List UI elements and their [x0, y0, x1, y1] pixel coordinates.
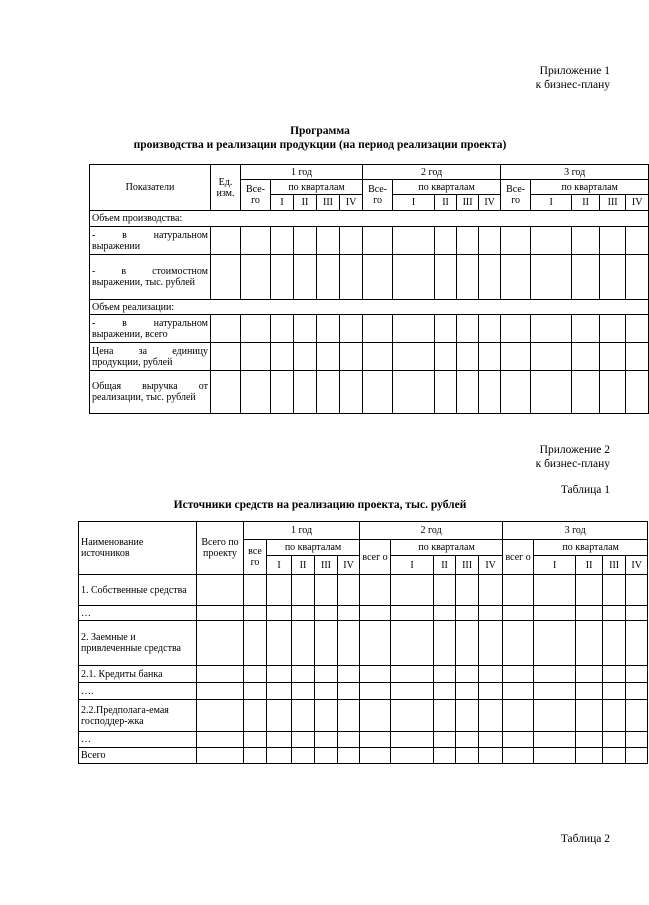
empty-cell — [338, 700, 360, 732]
empty-cell — [456, 700, 479, 732]
empty-cell — [534, 700, 576, 732]
empty-cell — [340, 227, 363, 255]
empty-cell — [241, 227, 271, 255]
empty-cell — [456, 748, 479, 764]
row-label: 2. Заемные и привлеченные средства — [79, 621, 197, 666]
empty-cell — [457, 255, 479, 300]
table-row — [90, 255, 649, 300]
empty-cell — [317, 227, 340, 255]
empty-cell — [211, 371, 241, 414]
quarter-header: IV — [338, 556, 360, 575]
empty-cell — [211, 227, 241, 255]
empty-cell — [603, 748, 626, 764]
empty-cell — [363, 315, 393, 343]
appendix-1-line2: к бизнес-плану — [535, 79, 610, 91]
empty-cell — [531, 255, 572, 300]
row-label: 2.1. Кредиты банка — [79, 666, 197, 683]
year1-header: 1 год — [241, 165, 363, 180]
quarter-header: I — [267, 556, 292, 575]
row-label: - в натуральном выражении — [90, 227, 211, 255]
empty-cell — [603, 732, 626, 748]
empty-cell — [626, 371, 649, 414]
year3-header: 3 год — [501, 165, 649, 180]
empty-cell — [456, 683, 479, 700]
empty-cell — [576, 575, 603, 606]
empty-cell — [434, 666, 456, 683]
empty-cell — [572, 371, 600, 414]
empty-cell — [572, 315, 600, 343]
table-row — [79, 748, 648, 764]
empty-cell — [434, 748, 456, 764]
row-label: Объем производства: — [90, 211, 649, 227]
empty-cell — [534, 575, 576, 606]
empty-cell — [244, 621, 267, 666]
empty-cell — [501, 371, 531, 414]
table-row — [79, 700, 648, 732]
empty-cell — [503, 700, 534, 732]
empty-cell — [479, 343, 501, 371]
quarter-header: I — [531, 195, 572, 211]
empty-cell — [534, 606, 576, 621]
empty-cell — [197, 621, 244, 666]
empty-cell — [572, 343, 600, 371]
empty-cell — [503, 606, 534, 621]
empty-cell — [479, 606, 503, 621]
empty-cell — [317, 371, 340, 414]
empty-cell — [271, 227, 294, 255]
empty-cell — [434, 575, 456, 606]
empty-cell — [503, 666, 534, 683]
appendix-1-line1: Приложение 1 — [539, 65, 610, 77]
empty-cell — [267, 621, 292, 666]
empty-cell — [434, 732, 456, 748]
empty-cell — [244, 748, 267, 764]
production-program-table — [89, 164, 649, 414]
year2-quarters-header: по кварталам — [391, 540, 503, 556]
empty-cell — [531, 371, 572, 414]
year1-total-header: Все- го — [241, 180, 271, 211]
table-row — [90, 343, 649, 371]
empty-cell — [603, 700, 626, 732]
empty-cell — [479, 315, 501, 343]
year3-total-header: всег о — [503, 540, 534, 575]
empty-cell — [456, 732, 479, 748]
total-project-header: Всего по проекту — [197, 522, 244, 575]
empty-cell — [360, 732, 391, 748]
empty-cell — [271, 315, 294, 343]
empty-cell — [435, 255, 457, 300]
quarter-header: III — [457, 195, 479, 211]
year2-total-header: Все- го — [363, 180, 393, 211]
empty-cell — [360, 748, 391, 764]
empty-cell — [244, 732, 267, 748]
quarter-header: II — [292, 556, 315, 575]
empty-cell — [434, 683, 456, 700]
empty-cell — [267, 666, 292, 683]
year2-header: 2 год — [363, 165, 501, 180]
table-row — [90, 371, 649, 414]
quarter-header: III — [600, 195, 626, 211]
empty-cell — [534, 683, 576, 700]
empty-cell — [457, 315, 479, 343]
empty-cell — [501, 255, 531, 300]
quarter-header: III — [603, 556, 626, 575]
empty-cell — [603, 606, 626, 621]
program-title-line1: Программа — [290, 125, 350, 137]
year3-quarters-header: по кварталам — [534, 540, 648, 556]
empty-cell — [267, 748, 292, 764]
empty-cell — [340, 255, 363, 300]
empty-cell — [576, 700, 603, 732]
empty-cell — [294, 371, 317, 414]
empty-cell — [600, 343, 626, 371]
appendix-1-note — [536, 64, 610, 92]
year1-total-header: все го — [244, 540, 267, 575]
quarter-header: II — [434, 556, 456, 575]
empty-cell — [576, 606, 603, 621]
empty-cell — [317, 343, 340, 371]
empty-cell — [435, 315, 457, 343]
empty-cell — [340, 315, 363, 343]
empty-cell — [360, 606, 391, 621]
empty-cell — [531, 343, 572, 371]
empty-cell — [241, 255, 271, 300]
row-label: Всего — [79, 748, 197, 764]
quarter-header: II — [294, 195, 317, 211]
source-name-header: Наименование источников — [79, 522, 197, 575]
empty-cell — [241, 371, 271, 414]
row-label: Цена за единицу продукции, рублей — [90, 343, 211, 371]
quarter-header: III — [315, 556, 338, 575]
empty-cell — [241, 315, 271, 343]
program-title-line2: производства и реализации продукции (на период реализации проекта) — [133, 139, 507, 151]
empty-cell — [292, 575, 315, 606]
empty-cell — [576, 748, 603, 764]
empty-cell — [531, 315, 572, 343]
empty-cell — [534, 748, 576, 764]
empty-cell — [292, 606, 315, 621]
empty-cell — [315, 748, 338, 764]
table-row — [90, 227, 649, 255]
empty-cell — [315, 700, 338, 732]
empty-cell — [501, 343, 531, 371]
row-label: … — [79, 732, 197, 748]
empty-cell — [294, 255, 317, 300]
empty-cell — [534, 666, 576, 683]
empty-cell — [479, 255, 501, 300]
empty-cell — [626, 700, 648, 732]
empty-cell — [197, 683, 244, 700]
empty-cell — [197, 732, 244, 748]
empty-cell — [434, 606, 456, 621]
quarter-header: II — [572, 195, 600, 211]
empty-cell — [479, 700, 503, 732]
table-1-label: Таблица 1 — [560, 484, 610, 496]
empty-cell — [338, 575, 360, 606]
empty-cell — [241, 343, 271, 371]
empty-cell — [197, 666, 244, 683]
empty-cell — [197, 700, 244, 732]
empty-cell — [292, 700, 315, 732]
empty-cell — [244, 606, 267, 621]
empty-cell — [391, 621, 434, 666]
empty-cell — [292, 732, 315, 748]
empty-cell — [292, 748, 315, 764]
empty-cell — [479, 666, 503, 683]
empty-cell — [626, 575, 648, 606]
empty-cell — [317, 315, 340, 343]
empty-cell — [267, 683, 292, 700]
funding-sources-table — [78, 521, 648, 764]
empty-cell — [501, 227, 531, 255]
year1-header: 1 год — [244, 522, 360, 540]
sources-title: Источники средств на реализацию проекта, тыс. рублей — [173, 499, 467, 511]
quarter-header: I — [271, 195, 294, 211]
empty-cell — [603, 621, 626, 666]
empty-cell — [360, 700, 391, 732]
empty-cell — [434, 700, 456, 732]
empty-cell — [479, 748, 503, 764]
empty-cell — [479, 683, 503, 700]
empty-cell — [435, 371, 457, 414]
empty-cell — [315, 683, 338, 700]
empty-cell — [576, 683, 603, 700]
appendix-2-line1: Приложение 2 — [539, 444, 610, 456]
empty-cell — [363, 255, 393, 300]
empty-cell — [626, 343, 649, 371]
table-row — [79, 732, 648, 748]
empty-cell — [360, 683, 391, 700]
year3-total-header: Все- го — [501, 180, 531, 211]
quarter-header: III — [456, 556, 479, 575]
empty-cell — [391, 575, 434, 606]
empty-cell — [576, 621, 603, 666]
empty-cell — [479, 732, 503, 748]
empty-cell — [603, 575, 626, 606]
empty-cell — [626, 606, 648, 621]
table-row — [90, 211, 649, 227]
year2-total-header: всег о — [360, 540, 391, 575]
empty-cell — [363, 227, 393, 255]
empty-cell — [244, 666, 267, 683]
empty-cell — [267, 606, 292, 621]
quarter-header: IV — [340, 195, 363, 211]
empty-cell — [294, 227, 317, 255]
empty-cell — [503, 575, 534, 606]
empty-cell — [456, 606, 479, 621]
empty-cell — [292, 683, 315, 700]
year2-header: 2 год — [360, 522, 503, 540]
quarter-header: II — [576, 556, 603, 575]
empty-cell — [271, 371, 294, 414]
empty-cell — [576, 666, 603, 683]
empty-cell — [244, 700, 267, 732]
unit-header: Ед. изм. — [211, 165, 241, 211]
empty-cell — [626, 748, 648, 764]
table-row — [79, 683, 648, 700]
quarter-header: IV — [479, 195, 501, 211]
program-title — [0, 124, 640, 152]
empty-cell — [271, 255, 294, 300]
empty-cell — [393, 371, 435, 414]
empty-cell — [271, 343, 294, 371]
empty-cell — [211, 315, 241, 343]
empty-cell — [244, 575, 267, 606]
empty-cell — [626, 683, 648, 700]
row-label: … — [79, 606, 197, 621]
row-label: 1. Собственные средства — [79, 575, 197, 606]
table-row — [90, 315, 649, 343]
empty-cell — [267, 575, 292, 606]
empty-cell — [197, 575, 244, 606]
empty-cell — [340, 343, 363, 371]
empty-cell — [391, 732, 434, 748]
empty-cell — [456, 575, 479, 606]
empty-cell — [603, 666, 626, 683]
quarter-header: IV — [626, 195, 649, 211]
empty-cell — [294, 343, 317, 371]
empty-cell — [479, 227, 501, 255]
empty-cell — [315, 732, 338, 748]
empty-cell — [360, 621, 391, 666]
quarter-header: IV — [479, 556, 503, 575]
row-label: Общая выручка от реализации, тыс. рублей — [90, 371, 211, 414]
empty-cell — [435, 227, 457, 255]
table-row — [79, 666, 648, 683]
empty-cell — [391, 748, 434, 764]
empty-cell — [603, 683, 626, 700]
empty-cell — [267, 732, 292, 748]
empty-cell — [294, 315, 317, 343]
empty-cell — [338, 606, 360, 621]
empty-cell — [503, 732, 534, 748]
empty-cell — [479, 621, 503, 666]
table-row — [79, 606, 648, 621]
empty-cell — [503, 621, 534, 666]
empty-cell — [572, 227, 600, 255]
empty-cell — [572, 255, 600, 300]
row-label: - в стоимостном выражении, тыс. рублей — [90, 255, 211, 300]
empty-cell — [391, 606, 434, 621]
empty-cell — [626, 732, 648, 748]
empty-cell — [211, 343, 241, 371]
empty-cell — [576, 732, 603, 748]
year3-header: 3 год — [503, 522, 648, 540]
empty-cell — [393, 255, 435, 300]
empty-cell — [457, 227, 479, 255]
empty-cell — [534, 732, 576, 748]
empty-cell — [503, 683, 534, 700]
empty-cell — [244, 683, 267, 700]
empty-cell — [315, 606, 338, 621]
empty-cell — [393, 315, 435, 343]
empty-cell — [626, 666, 648, 683]
quarter-header: II — [435, 195, 457, 211]
empty-cell — [317, 255, 340, 300]
empty-cell — [338, 732, 360, 748]
empty-cell — [315, 666, 338, 683]
empty-cell — [391, 666, 434, 683]
table-row — [79, 575, 648, 606]
year3-quarters-header: по кварталам — [531, 180, 649, 195]
empty-cell — [503, 748, 534, 764]
empty-cell — [338, 666, 360, 683]
empty-cell — [340, 371, 363, 414]
empty-cell — [315, 575, 338, 606]
empty-cell — [360, 666, 391, 683]
empty-cell — [338, 683, 360, 700]
empty-cell — [531, 227, 572, 255]
table-2-label: Таблица 2 — [560, 833, 610, 845]
quarter-header: IV — [626, 556, 648, 575]
empty-cell — [391, 700, 434, 732]
appendix-2-note — [536, 443, 610, 471]
table-row — [90, 300, 649, 315]
empty-cell — [360, 575, 391, 606]
row-label: 2.2.Предполага-емая господдер-жка — [79, 700, 197, 732]
empty-cell — [211, 255, 241, 300]
quarter-header: I — [391, 556, 434, 575]
year1-quarters-header: по кварталам — [271, 180, 363, 195]
empty-cell — [457, 343, 479, 371]
empty-cell — [197, 606, 244, 621]
empty-cell — [456, 666, 479, 683]
empty-cell — [456, 621, 479, 666]
empty-cell — [534, 621, 576, 666]
empty-cell — [363, 371, 393, 414]
quarter-header: I — [393, 195, 435, 211]
row-label: - в натуральном выражении, всего — [90, 315, 211, 343]
empty-cell — [292, 666, 315, 683]
empty-cell — [626, 315, 649, 343]
empty-cell — [267, 700, 292, 732]
row-label: …. — [79, 683, 197, 700]
empty-cell — [315, 621, 338, 666]
empty-cell — [391, 683, 434, 700]
quarter-header: I — [534, 556, 576, 575]
empty-cell — [626, 227, 649, 255]
year1-quarters-header: по кварталам — [267, 540, 360, 556]
empty-cell — [197, 748, 244, 764]
empty-cell — [600, 315, 626, 343]
empty-cell — [434, 621, 456, 666]
empty-cell — [600, 371, 626, 414]
empty-cell — [393, 343, 435, 371]
empty-cell — [626, 621, 648, 666]
table-row — [79, 621, 648, 666]
empty-cell — [457, 371, 479, 414]
year2-quarters-header: по кварталам — [393, 180, 501, 195]
empty-cell — [338, 621, 360, 666]
empty-cell — [600, 255, 626, 300]
row-label: Объем реализации: — [90, 300, 649, 315]
empty-cell — [435, 343, 457, 371]
empty-cell — [292, 621, 315, 666]
empty-cell — [479, 371, 501, 414]
empty-cell — [338, 748, 360, 764]
empty-cell — [393, 227, 435, 255]
indicators-header: Показатели — [90, 165, 211, 211]
appendix-2-line2: к бизнес-плану — [535, 458, 610, 470]
empty-cell — [363, 343, 393, 371]
empty-cell — [626, 255, 649, 300]
empty-cell — [600, 227, 626, 255]
empty-cell — [479, 575, 503, 606]
empty-cell — [501, 315, 531, 343]
quarter-header: III — [317, 195, 340, 211]
